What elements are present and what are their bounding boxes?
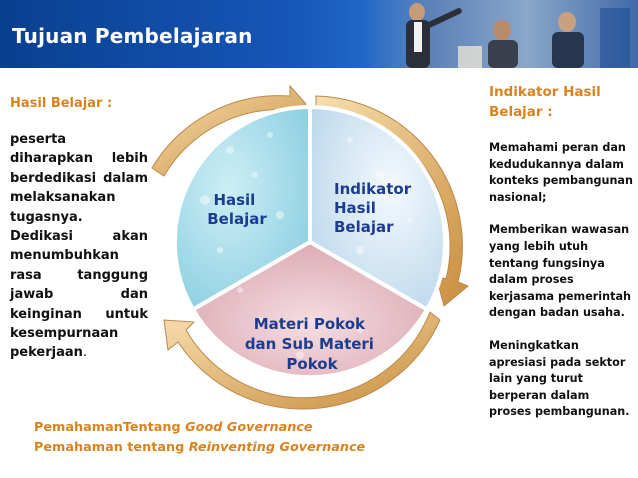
indikator-item: Meningkatkan apresiasi pada sektor lain yang turut berperan dalam proses pembangunan.: [489, 338, 630, 419]
hasil-belajar-heading: Hasil Belajar :: [10, 96, 113, 111]
hasil-belajar-body: peserta diharapkan lebih berdedikasi dalam melaksanakan tugasnya. Dedikasi akan menumbuhkan rasa tanggung jawab dan keinginan untuk kesempurnaan pekerjaan: [10, 132, 148, 361]
indikator-item: Memahami peran dan kedudukannya dalam konteks pembangunan nasional;: [489, 141, 633, 204]
pemahaman-good-governance: PemahamanTentang Good Governance: [34, 420, 313, 435]
hasil-belajar-period: .: [82, 345, 88, 361]
pemahaman-reinventing-governance: Pemahaman tentang Reinventing Governance: [34, 440, 366, 455]
pemahaman-lines: [34, 418, 365, 458]
label-hasil-belajar: Hasil Belajar: [207, 191, 267, 228]
indikator-item: Memberikan wawasan yang lebih utuh tentang fungsinya dalam proses kerjasama pemerintah dengan badan usaha.: [489, 223, 631, 320]
label-materi-pokok: Materi Pokok dan Sub Materi Pokok: [244, 315, 374, 373]
label-indikator: Indikator Hasil Belajar: [334, 180, 412, 236]
indikator-heading: Indikator Hasil Belajar :: [489, 84, 601, 120]
slide-title: Tujuan Pembelajaran: [12, 24, 253, 48]
